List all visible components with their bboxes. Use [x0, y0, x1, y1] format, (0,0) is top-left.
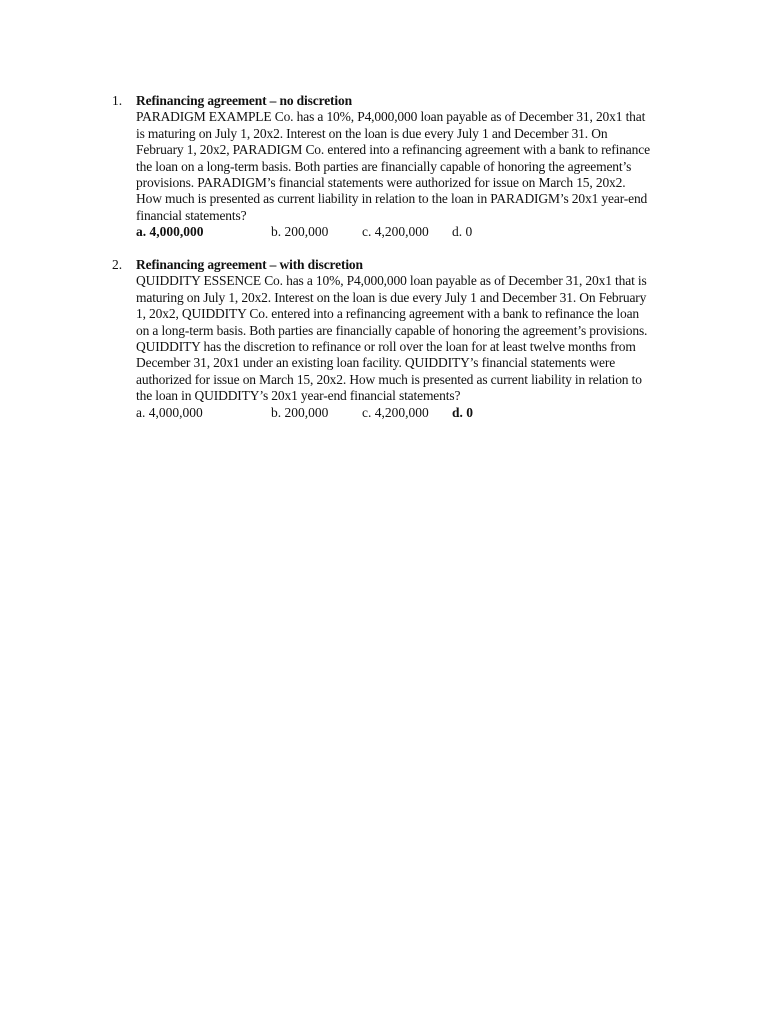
question-text-line: PARADIGM EXAMPLE Co. has a 10%, P4,000,000 loan payable as of December 31, 20x1 that [136, 109, 646, 125]
question-number: 1. [112, 93, 123, 108]
question-text-line: financial statements? [136, 207, 247, 223]
question-text-line: authorized for issue on March 15, 20x2. How much is presented as current liability in relation to [136, 371, 642, 387]
choice-d: d. 0 [452, 224, 473, 240]
question-text-line: February 1, 20x2, PARADIGM Co. entered into a refinancing agreement with a bank to refinance [136, 142, 650, 158]
question-text-line: is maturing on July 1, 20x2. Interest on the loan is due every July 1 and December 31. On [136, 125, 608, 141]
question-text-line: on a long-term basis. Both parties are financially capable of honoring the agreement’s provisions. [136, 322, 648, 338]
choice-b: b. 200,000 [271, 224, 329, 240]
choice-c: c. 4,200,000 [362, 224, 429, 240]
question-text-line: QUIDDITY has the discretion to refinance or roll over the loan for at least twelve months from [136, 339, 636, 355]
question-2 [112, 257, 682, 421]
choice-b: b. 200,000 [271, 404, 329, 420]
choice-c: c. 4,200,000 [362, 404, 429, 420]
question-text-line: How much is presented as current liability in relation to the loan in PARADIGM’s 20x1 year-end [136, 191, 648, 207]
question-text-line: maturing on July 1, 20x2. Interest on the loan is due every July 1 and December 31. On February [136, 289, 647, 305]
choice-a: a. 4,000,000 [136, 224, 204, 240]
question-1 [112, 93, 682, 241]
answer-choices [136, 405, 682, 421]
choice-d: d. 0 [452, 404, 474, 420]
question-title: Refinancing agreement – with discretion [136, 257, 363, 272]
choice-a: a. 4,000,000 [136, 404, 203, 420]
question-text-line: provisions. PARADIGM’s financial statements were authorized for issue on March 15, 20x2. [136, 175, 626, 191]
question-text-line: 1, 20x2, QUIDDITY Co. entered into a refinancing agreement with a bank to refinance the loan [136, 306, 640, 322]
question-text-line: the loan in QUIDDITY’s 20x1 year-end financial statements? [136, 388, 461, 404]
question-text-line: the loan on a long-term basis. Both parties are financially capable of honoring the agreement’s [136, 158, 632, 174]
question-body [136, 93, 682, 224]
question-body [136, 257, 682, 405]
question-number: 2. [112, 257, 123, 272]
question-title: Refinancing agreement – no discretion [136, 93, 352, 108]
question-text-line: QUIDDITY ESSENCE Co. has a 10%, P4,000,000 loan payable as of December 31, 20x1 that is [136, 273, 647, 289]
answer-choices [136, 224, 682, 240]
question-text-line: December 31, 20x1 under an existing loan facility. QUIDDITY’s financial statements were [136, 355, 616, 371]
